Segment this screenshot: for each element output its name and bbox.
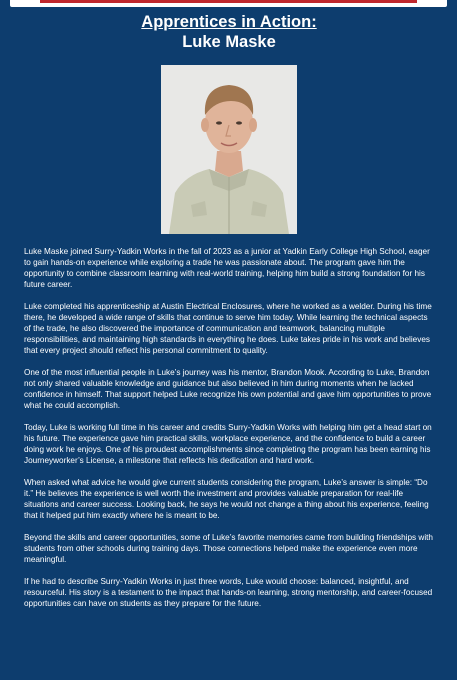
apprentice-name: Luke Maske [182, 33, 276, 51]
article-paragraph: One of the most influential people in Luke’s journey was his mentor, Brandon Mook. According to Luke, Brandon not only shared valuable knowledge and guidance but also believed in him during moments when he lacked confidence in himself. That support helped Luke recognize his own potential and gave him opportunities to prove what he could accomplish. [24, 368, 432, 410]
article [24, 12, 434, 620]
article-paragraph: When asked what advice he would give current students considering the program, Luke’s answer is simple: “Do it.” He believes the experience is well worth the investment and provides valuable preparation for real-life situations and career success. Looking back, he says he would not change a thing about his experience, feeling that it helped put him exactly where he is meant to be. [24, 478, 429, 520]
article-paragraph: Luke Maske joined Surry-Yadkin Works in the fall of 2023 as a junior at Yadkin Early College High School, eager to gain hands-on experience while exploring a trade he was passionate about. The program gave him the opportunity to combine classroom learning with real-world training, helping him build a strong foundation for his future career. [24, 247, 430, 289]
header-banner-edge [10, 0, 447, 7]
portrait-photo [161, 65, 297, 234]
article-paragraph: Today, Luke is working full time in his career and credits Surry-Yadkin Works with helping him get a head start on his future. The experience gave him practical skills, workplace experience, and the confidence to build a career doing work he enjoys. One of his proudest accomplishments since completing the program has been earning his Journeyworker’s License, a milestone that reflects his dedication and hard work. [24, 423, 432, 465]
article-paragraph: If he had to describe Surry-Yadkin Works in just three words, Luke would choose: balanced, insightful, and resourceful. His story is a testament to the impact that hands-on learning, strong mentorship, and career-focused opportunities can have on students as they prepare for the future. [24, 577, 433, 608]
article-heading [24, 12, 434, 52]
article-body [24, 246, 434, 609]
article-paragraph: Luke completed his apprenticeship at Austin Electrical Enclosures, where he worked as a welder. During his time there, he developed a wide range of skills that continue to serve him today. While learning the technical aspects of the trade, he also discovered the importance of communication and teamwork, balancing multiple responsibilities, and maintaining high standards in everything he does. Luke takes pride in his work and believes that every project should reflect his personal commitment to quality. [24, 302, 432, 355]
article-paragraph: Beyond the skills and career opportunities, some of Luke’s favorite memories came from building friendships with students from other schools during training days. Those connections helped make the experience even more meaningful. [24, 533, 433, 564]
article-title: Apprentices in Action: [141, 13, 317, 31]
portrait-illustration [161, 65, 297, 234]
header-red-rule [40, 0, 417, 3]
